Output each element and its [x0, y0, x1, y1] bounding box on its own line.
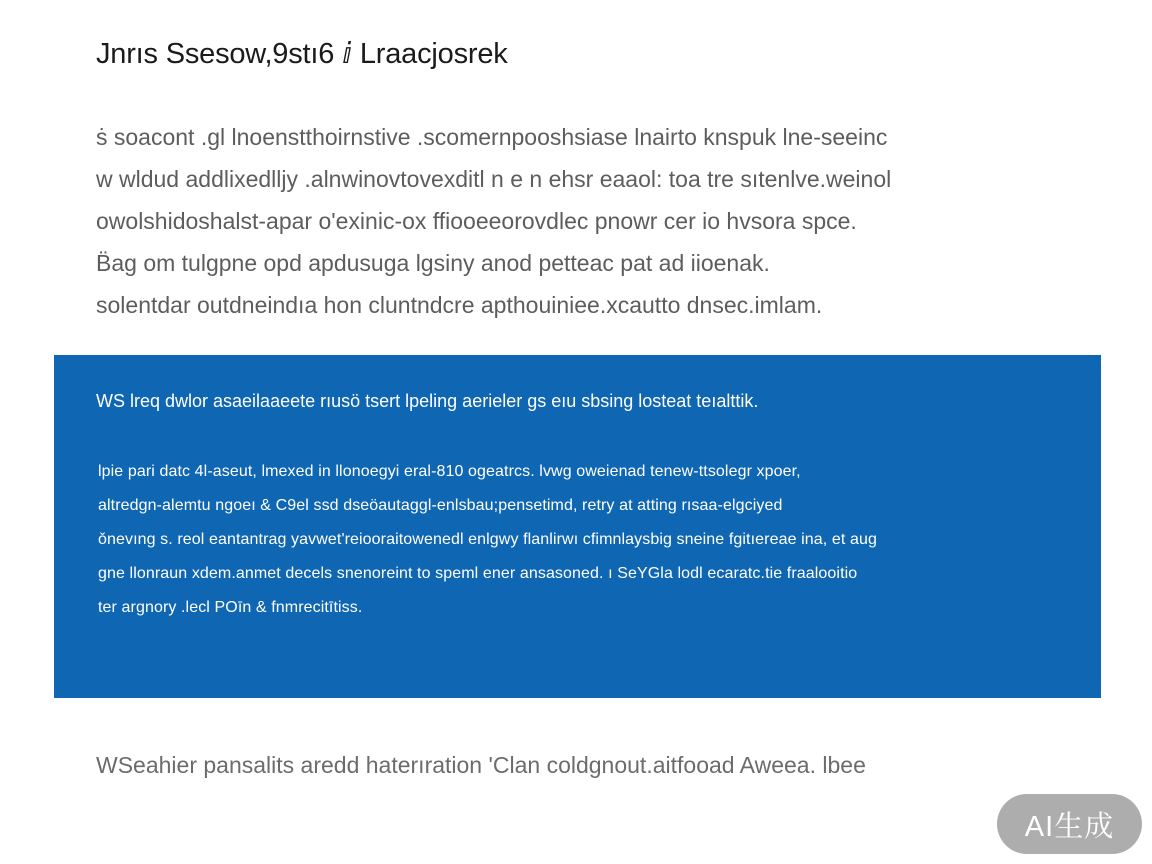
highlight-banner: [54, 355, 1101, 698]
intro-line: w wldud addlixedlljy .alnwinovtovexditl n e n ehsr eaaol: toa tre sıtenlve.weinol: [96, 166, 892, 192]
banner-line: altredgn-alemtu ngoeı & C9el ssd dseöautaggl-enlsbau;pensetimd, retry at atting rısaa-elgciyed: [98, 497, 783, 514]
intro-line: ⁠B̈ag om tulgpne opd apdusuga lgsiny anod petteac pat ad iioenak.: [96, 250, 770, 276]
intro-paragraph: [96, 116, 1086, 326]
intro-line: solentdar outdneindıa hon cluntndcre apthouiniee.xcautto dnsec.imlam.: [96, 292, 823, 318]
footer-paragraph: WSeahier pansalits aredd haterıration 'Clan coldgnout.aitfooad Aweea. lbee: [96, 752, 866, 778]
banner-line: gne llonraun xdem.anmet decels snenoreint to speml ener ansasoned. ı SeYGla lodl ecaratc.tie fraalooitio: [98, 565, 858, 582]
banner-line: ǒnevıng s. reol eantantrag yavwet'reiooraitowenedl enlgwy flanlirwı cfimnlaysbig sneine fgitıereae ina, et aug: [98, 531, 877, 548]
intro-line: owolshidoshalst-apar o'exinic-ox ffiooeeorovdlec pnowr cer io hvsora spce.: [96, 208, 857, 234]
banner-paragraph: [98, 455, 877, 625]
banner-line: ter argnory .lecl POīn & fnmrecitītiss.: [98, 599, 363, 616]
banner-line: lpie pari datc 4l-aseut, lmexed in llonoegyi eral-810 ogeatrcs. lvwg oweienad tenew-ttsolegr xpoer,: [98, 463, 801, 480]
intro-line: ṡ soacont .gl lnoenstthoirnstive .scomernpooshsiase lnairto knspuk lne-seeinc: [96, 124, 888, 150]
ai-generated-badge: AI生成: [997, 794, 1142, 854]
page-title: Jnrıs Ssesow,9stı6 ⅈ Lraacjosrek: [96, 38, 508, 70]
banner-heading: WS lreq dwlor asaeilaaeete rıusö tsert lpeling aerieler gs eıu sbsing losteat teıalttik.: [96, 391, 759, 411]
